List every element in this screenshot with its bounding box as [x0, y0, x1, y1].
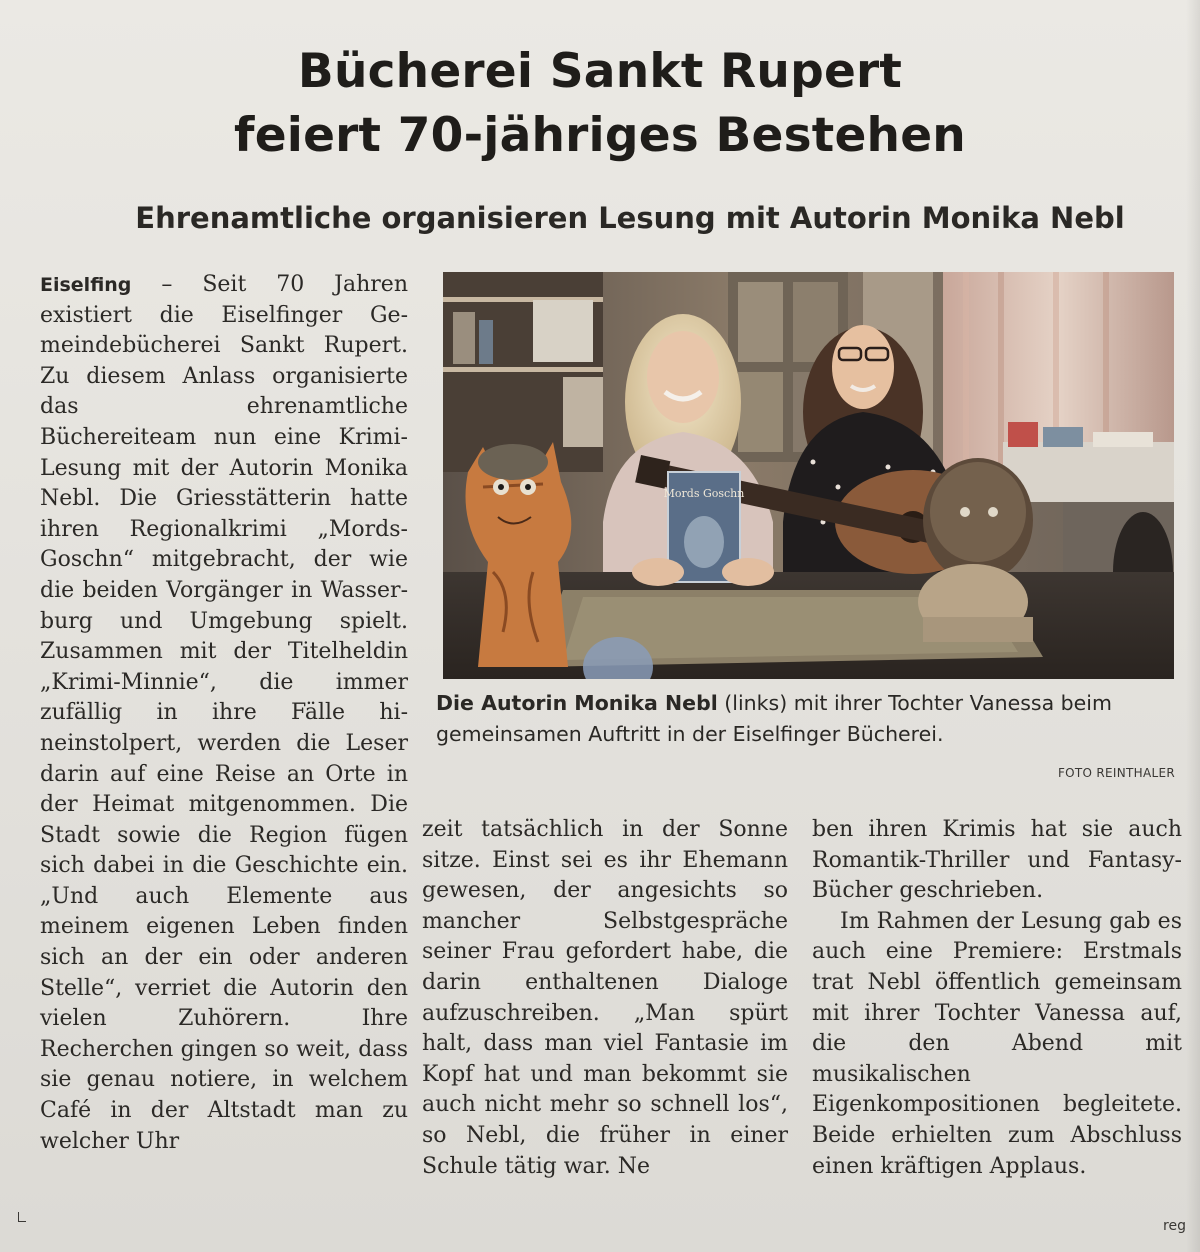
article-column-3	[812, 815, 1182, 1182]
article-photo	[443, 272, 1174, 679]
headline-line-1: Bücherei Sankt Rupert	[297, 44, 903, 99]
photo-caption	[436, 688, 1176, 750]
photo-credit: FOTO REINTHALER	[1057, 766, 1175, 780]
corner-mark	[18, 1212, 26, 1222]
photo-scene	[443, 272, 1174, 679]
article-column-2	[422, 815, 788, 1182]
paragraph-intro	[40, 270, 408, 1157]
caption-text: (links) mit ihrer Tochter Vanessa beim gemeinsamen Auftritt in der Eiselfinger Bücherei.	[436, 691, 1112, 746]
author-signature: reg	[1163, 1218, 1186, 1234]
book-title-text: Mords Goschn	[663, 487, 745, 500]
page-shadow	[1186, 0, 1200, 1252]
paragraph-text: – Seit 70 Jahren existiert die Eiselfinger Gemeindebücherei Sankt Rupert. Zu diesem Anlass organisierte das ehrenamtliche Büchereiteam nun eine Krimi-Lesung mit der Autorin Monika Nebl. Die Griesstätterin hatte ihren Regionalkrimi „Mords-Goschn“ mitgebracht, der wie die beiden Vorgänger in Wasserburg und Umgebung spielt. Zusammen mit der Titelheldin „Krimi-Minnie“, die immer zufällig in ihre Fälle hineinstolpert, werden die Leser darin auf eine Reise an Orte in der Heimat mitgenommen. Die Stadt sowie die Region fügen sich dabei in die Geschichte ein. „Und auch Elemente aus meinem eigenen Leben finden sich an der ein oder anderen Stelle“, verriet die Autorin den vielen Zuhörern. Ihre Recherchen gingen so weit, dass sie genau notiere, in welchem Café in der Altstadt man zu welcher Uhr	[40, 272, 408, 1154]
caption-bold: Die Autorin Monika Nebl	[436, 691, 718, 715]
subheadline: Ehrenamtliche organisieren Lesung mit Autorin Monika Nebl	[135, 201, 1125, 235]
article-column-1	[40, 270, 408, 1157]
headline	[0, 40, 1200, 168]
dateline: Eiselfing	[40, 274, 132, 296]
paragraph-continued-2: ben ihren Krimis hat sie auch Romantik-Thriller und Fantasy-Bücher geschrieben.	[812, 817, 1182, 904]
paragraph-premiere: Im Rahmen der Lesung gab es auch eine Premiere: Erstmals trat Nebl öffentlich gemeinsam mit ihrer Tochter Vanessa auf, die den Abend mit musikalischen Eigenkompositionen begleitete. Beide erhielten zum Abschluss einen kräftigen Applaus.	[812, 908, 1182, 1179]
headline-line-2: feiert 70-jähriges Bestehen	[234, 108, 966, 163]
paragraph-continued: zeit tatsächlich in der Sonne sitze. Einst sei es ihr Ehemann gewesen, der angesichts so mancher Selbstgespräche seiner Frau gefordert habe, die darin enthaltenen Dialoge aufzuschreiben. „Man spürt halt, dass man viel Fantasie im Kopf hat und man bekommt sie auch nicht mehr so schnell los“, so Nebl, die früher in einer Schule tätig war. Ne	[422, 817, 788, 1179]
